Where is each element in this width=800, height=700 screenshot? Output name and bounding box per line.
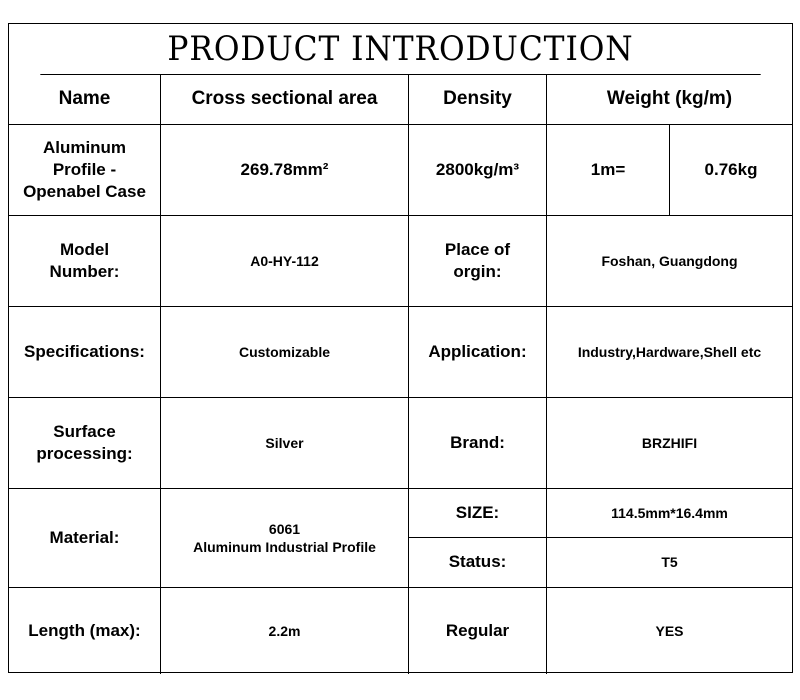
specifications-label: Specifications: bbox=[9, 307, 161, 398]
place-of-origin-label bbox=[409, 216, 547, 307]
surface-processing-label-line2: processing: bbox=[36, 444, 133, 463]
application-value: Industry,Hardware,Shell etc bbox=[547, 307, 792, 398]
material-grade: 6061 bbox=[268, 520, 301, 537]
size-value: 114.5mm*16.4mm bbox=[547, 489, 792, 538]
length-max-label: Length (max): bbox=[9, 588, 161, 674]
product-name-line1: Aluminum bbox=[42, 137, 127, 157]
density-value: 2800kg/m³ bbox=[409, 125, 547, 216]
model-number-label bbox=[9, 216, 161, 307]
weight-value: 0.76kg bbox=[670, 125, 792, 216]
table-title: PRODUCT INTRODUCTION bbox=[40, 24, 760, 75]
model-number-label-line2: Number: bbox=[49, 262, 120, 281]
status-value: T5 bbox=[547, 538, 792, 588]
weight-unit: 1m= bbox=[547, 125, 670, 216]
model-number-label-line1: Model bbox=[59, 239, 110, 259]
brand-label: Brand: bbox=[409, 398, 547, 489]
length-max-value: 2.2m bbox=[161, 588, 409, 674]
place-of-origin-label-line2: orgin: bbox=[453, 262, 502, 281]
header-name: Name bbox=[9, 75, 161, 125]
header-cross-sectional-area: Cross sectional area bbox=[161, 75, 409, 125]
surface-processing-value: Silver bbox=[161, 398, 409, 489]
header-weight: Weight (kg/m) bbox=[547, 75, 792, 125]
cross-sectional-area-value: 269.78mm² bbox=[161, 125, 409, 216]
brand-value: BRZHIFI bbox=[547, 398, 792, 489]
header-density: Density bbox=[409, 75, 547, 125]
status-label: Status: bbox=[409, 538, 547, 588]
spec-grid bbox=[9, 75, 792, 672]
product-name-line3: Openabel Case bbox=[23, 182, 146, 202]
surface-processing-label bbox=[9, 398, 161, 489]
place-of-origin-label-line1: Place of bbox=[444, 239, 511, 259]
product-introduction-table bbox=[8, 23, 793, 673]
specifications-value: Customizable bbox=[161, 307, 409, 398]
regular-label: Regular bbox=[409, 588, 547, 674]
product-name-line2: Profile - bbox=[52, 159, 117, 179]
application-label: Application: bbox=[409, 307, 547, 398]
material-label: Material: bbox=[9, 489, 161, 588]
product-name-cell bbox=[9, 125, 161, 216]
model-number-value: A0-HY-112 bbox=[161, 216, 409, 307]
material-value-cell bbox=[161, 489, 409, 588]
place-of-origin-value: Foshan, Guangdong bbox=[547, 216, 792, 307]
material-description: Aluminum Industrial Profile bbox=[193, 539, 376, 555]
surface-processing-label-line1: Surface bbox=[53, 421, 116, 441]
regular-value: YES bbox=[655, 622, 684, 639]
size-label: SIZE: bbox=[409, 489, 547, 538]
